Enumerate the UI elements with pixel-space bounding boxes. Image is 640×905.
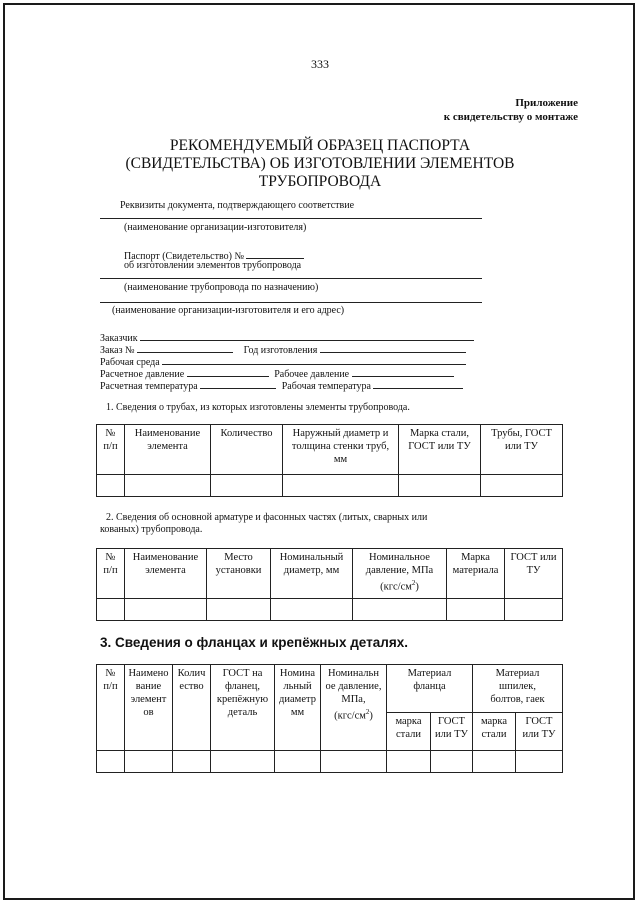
org-address-caption: (наименование организации-изготовителя и его адрес) [112, 305, 345, 316]
flanges-table [96, 664, 563, 773]
pipes-col-element: Наименование элемента [125, 425, 211, 475]
page-number: 333 [311, 57, 329, 71]
passport-label: Паспорт (Свидетельство) № [124, 251, 244, 262]
flanges-col-gost: ГОСТ на фланец, крепёжную деталь [211, 665, 275, 751]
title-line-2: (СВИДЕТЕЛЬСТВА) ОБ ИЗГОТОВЛЕНИИ ЭЛЕМЕНТОВ [125, 155, 515, 172]
fastener-mark-subcol: марка стали [473, 713, 516, 751]
flanges-col-flange-material: Материал фланца [387, 665, 473, 713]
working-temperature-blank [373, 378, 463, 389]
passport-number-blank [246, 248, 304, 259]
flanges-col-quantity: Колич ество [173, 665, 211, 751]
org-name-caption: (наименование организации-изготовителя) [124, 222, 307, 233]
working-pressure-label: Рабочее давление [274, 369, 350, 380]
customer-blank [140, 330, 474, 341]
design-temperature-label: Расчетная температура [100, 381, 198, 392]
flanges-table-header [97, 665, 563, 713]
temperature-row [100, 378, 463, 392]
flange-gost-subcol: ГОСТ или ТУ [431, 713, 473, 751]
fittings-col-gost: ГОСТ или ТУ [505, 549, 563, 599]
medium-label: Рабочая среда [100, 357, 160, 368]
org-address-line [100, 302, 482, 303]
design-pressure-label: Расчетное давление [100, 369, 185, 380]
order-blank [137, 342, 233, 353]
customer-label: Заказчик [100, 333, 138, 344]
flange-mark-subcol: марка стали [387, 713, 431, 751]
flanges-col-number: № п/п [97, 665, 125, 751]
fittings-table-row [97, 599, 563, 621]
flanges-table-row [97, 751, 563, 773]
pipes-col-gost: Трубы, ГОСТ или ТУ [481, 425, 563, 475]
year-blank [320, 342, 466, 353]
section2-caption-line-1: 2. Сведения об основной арматуре и фасонных частях (литых, сварных или [106, 512, 428, 523]
year-label: Год изготовления [243, 345, 318, 356]
order-label: Заказ № [100, 345, 135, 356]
fittings-col-number: № п/п [97, 549, 125, 599]
pipes-col-steel: Марка стали, ГОСТ или ТУ [399, 425, 481, 475]
fittings-table-header [97, 549, 563, 599]
fittings-col-material: Марка материала [447, 549, 505, 599]
working-temperature-label: Рабочая температура [281, 381, 371, 392]
pipes-table-header [97, 425, 563, 475]
design-temperature-blank [200, 378, 276, 389]
fittings-col-diameter: Номинальный диаметр, мм [271, 549, 353, 599]
pipeline-caption: (наименование трубопровода по назначению) [124, 282, 319, 293]
passport-subtitle: об изготовлении элементов трубопровода [124, 260, 302, 271]
working-pressure-blank [352, 366, 454, 377]
pipes-table [96, 424, 563, 497]
fastener-gost-subcol: ГОСТ или ТУ [516, 713, 563, 751]
appendix-label: Приложение [515, 97, 578, 109]
flanges-col-diameter: Номина льный диаметр мм [275, 665, 321, 751]
pipes-col-diameter: Наружный диаметр и толщина стенки труб, мм [283, 425, 399, 475]
pipes-col-number: № п/п [97, 425, 125, 475]
section2-caption-line-2: кованых) трубопровода. [100, 524, 203, 535]
requisites-line [100, 218, 482, 219]
fittings-table [96, 548, 563, 621]
flanges-col-pressure: Номинальн ое давление, МПа, $(кгс/см^2)$ [321, 665, 387, 751]
pipes-col-quantity: Количество [211, 425, 283, 475]
title-line-3: ТРУБОПРОВОДА [258, 173, 382, 190]
fittings-col-pressure: Номинальное давление, МПа $(кгс/см^2)$ [353, 549, 447, 599]
medium-blank [162, 354, 466, 365]
design-pressure-blank [187, 366, 269, 377]
flanges-col-fastener-material: Материал шпилек, болтов, гаек [473, 665, 563, 713]
fittings-col-location: Место установки [207, 549, 271, 599]
title-line-1: РЕКОМЕНДУЕМЫЙ ОБРАЗЕЦ ПАСПОРТА [169, 137, 471, 154]
requisites-label: Реквизиты документа, подтверждающего соответствие [120, 200, 355, 211]
pipes-table-row [97, 475, 563, 497]
section3-heading: 3. Сведения о фланцах и крепёжных деталях. [100, 635, 408, 650]
section1-caption: 1. Сведения о трубах, из которых изготовлены элементы трубопровода. [106, 402, 410, 413]
pipeline-line [100, 278, 482, 279]
appendix-subtitle: к свидетельству о монтаже [443, 111, 578, 123]
fittings-col-element: Наименование элемента [125, 549, 207, 599]
flanges-col-element: Наимено вание элемент ов [125, 665, 173, 751]
